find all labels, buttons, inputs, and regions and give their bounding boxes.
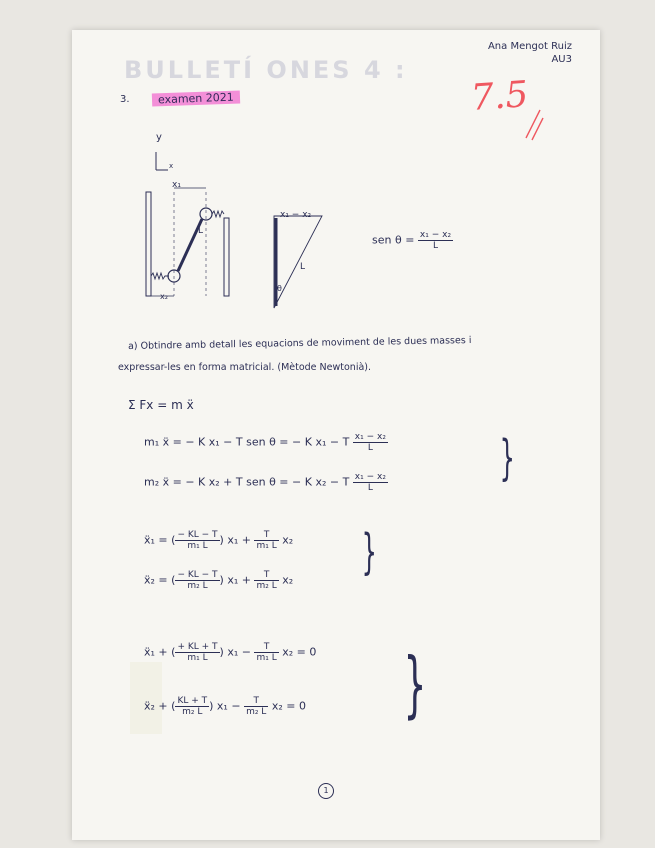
m1-den: L [367, 443, 373, 453]
b2-num: KL + T [177, 696, 208, 706]
m2-lhs: m₂ ẍ = − K x₂ + T sen θ = − K x₂ − T [144, 475, 350, 489]
axis-x-label: x [169, 162, 174, 170]
a1-end: x₂ [282, 533, 294, 547]
m2-num: x₁ − x₂ [354, 472, 386, 482]
question-number: 3. [120, 94, 130, 105]
a1-mid: x₁ + [227, 533, 251, 547]
b1-frac2 [254, 642, 278, 663]
b2-num2: T [244, 696, 268, 707]
a1-frac2 [254, 530, 278, 551]
a2-den2: m₂ L [256, 581, 277, 591]
a1-lhs: ẍ₁ = [144, 533, 168, 547]
rod-length-label: L [198, 226, 204, 236]
page-title: BULLETÍ ONES 4 : [124, 56, 408, 84]
b2-lhs: ẍ₂ + [144, 699, 168, 713]
sin-num: x₁ − x₂ [419, 230, 452, 240]
accel-1-equation: ẍ₁ = ( $\frac{- KL - T}{\text{m₁ L}}$ ) x₁ + $\frac{T}{\text{m₁ L}}$ x₂ [144, 530, 294, 551]
b1-den2: m₁ L [256, 653, 277, 663]
b1-lhs: ẍ₁ + [144, 645, 168, 659]
a2-den: m₂ L [187, 581, 208, 591]
a1-den2: m₁ L [256, 541, 277, 551]
a2-lhs: ẍ₂ = [144, 573, 168, 587]
author-block [488, 40, 572, 66]
triangle-side-label: L [300, 262, 306, 272]
page-number-badge: 1 [318, 783, 334, 799]
a2-mid: x₁ + [227, 573, 251, 587]
a2-end: x₂ [282, 573, 294, 587]
m2-fraction [353, 472, 388, 493]
sin-fraction [418, 230, 453, 251]
axis-y-label: y [156, 132, 162, 143]
author-name: Ana Mengot Ruiz [487, 41, 572, 52]
b1-num2: T [254, 642, 278, 653]
b2-den: m₂ L [182, 707, 203, 717]
a1-frac [175, 530, 219, 551]
a2-num2: T [254, 570, 278, 581]
m2-equation [144, 472, 388, 493]
m2-den: L [367, 483, 373, 493]
brace-1: } [499, 430, 515, 486]
exam-highlight-label: examen 2021 [152, 90, 240, 106]
sin-lhs: sen θ = [372, 233, 415, 247]
b1-den: m₁ L [187, 653, 208, 663]
grade-slash-icon [522, 108, 544, 142]
system-1-equation: ẍ₁ + ( $\frac{+ KL + T}{\text{m₁ L}}$ ) x₁ − $\frac{T}{\text{m₁ L}}$ x₂ = 0 [144, 642, 317, 663]
grade-mark: 7.5 [469, 74, 530, 119]
b2-frac [175, 696, 209, 717]
theta-label: θ [277, 284, 282, 293]
x1-label: x₁ [172, 180, 181, 190]
b1-end: x₂ = 0 [282, 645, 317, 659]
b2-den2: m₂ L [246, 707, 267, 717]
b1-num: + KL + T [177, 642, 218, 652]
author-group: AU3 [551, 54, 572, 65]
notebook-page [72, 30, 600, 840]
sum-equation: Σ Fx = m ẍ [128, 398, 194, 412]
b2-end: x₂ = 0 [271, 699, 306, 713]
prompt-line-2: expressar-les en forma matricial. (Mètode Newtonià). [118, 362, 372, 373]
m1-fraction [353, 432, 388, 453]
x2-label: x₂ [160, 292, 168, 301]
a1-num2: T [254, 530, 278, 541]
brace-3: } [403, 642, 427, 726]
sin-equation [372, 230, 453, 251]
sin-den: L [432, 241, 438, 251]
b2-frac2 [244, 696, 268, 717]
accel-2-equation: ẍ₂ = ( $\frac{- KL - T}{\text{m₂ L}}$ ) x₁ + $\frac{T}{\text{m₂ L}}$ x₂ [144, 570, 294, 591]
b1-mid: x₁ − [227, 645, 251, 659]
brace-2: } [361, 524, 377, 580]
a2-num: − KL − T [177, 570, 218, 580]
m1-lhs: m₁ ẍ = − K x₁ − T sen θ = − K x₁ − T [144, 435, 350, 449]
system-2-equation: ẍ₂ + ( $\frac{KL + T}{\text{m₂ L}}$ ) x₁ − $\frac{T}{\text{m₂ L}}$ x₂ = 0 [144, 696, 306, 717]
m1-num: x₁ − x₂ [354, 432, 386, 442]
a2-frac [175, 570, 219, 591]
m1-equation [144, 432, 388, 453]
prompt-line-1: a) Obtindre amb detall les equacions de moviment de les dues masses i [127, 335, 472, 352]
pendulum-diagram [140, 130, 330, 310]
b2-mid: x₁ − [216, 699, 241, 713]
a1-den: m₁ L [187, 541, 208, 551]
b1-frac [175, 642, 219, 663]
triangle-top-label: x₁ − x₂ [280, 210, 312, 220]
a2-frac2 [254, 570, 278, 591]
a1-num: − KL − T [177, 530, 218, 540]
